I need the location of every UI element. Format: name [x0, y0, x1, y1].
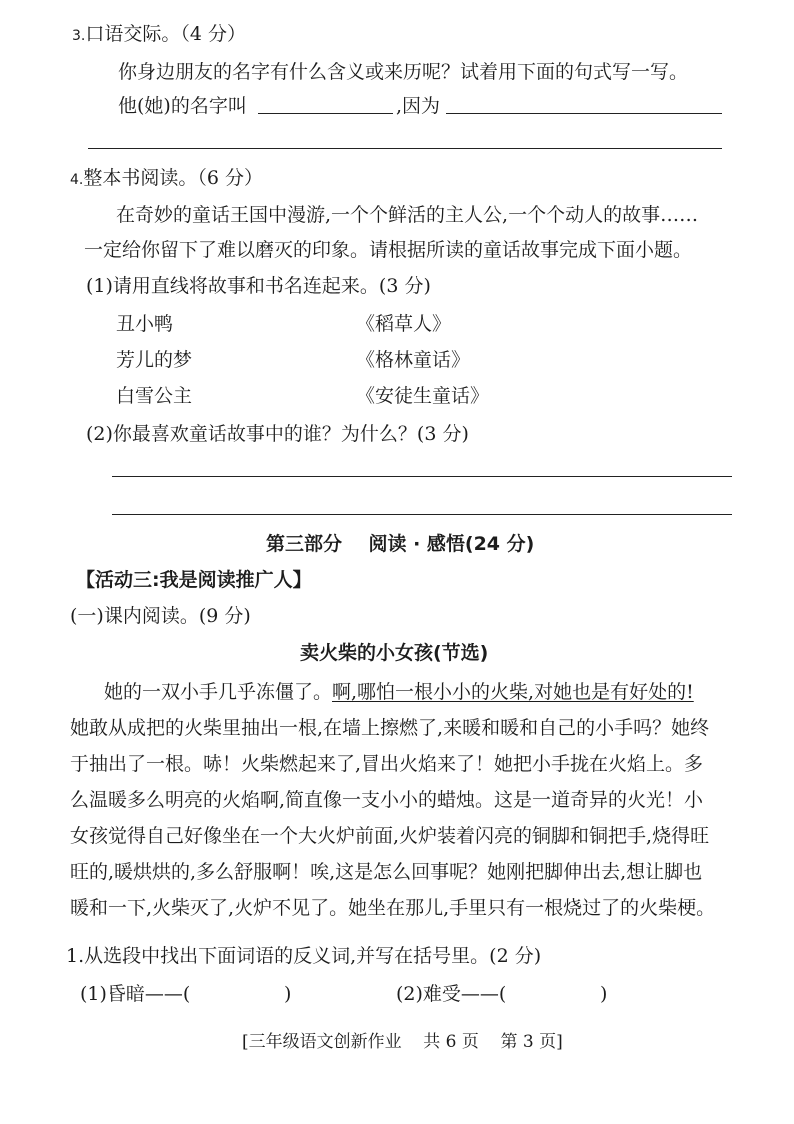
part3-heading: 第三部分 阅读 · 感悟(24 分)	[266, 533, 535, 555]
q4-number: 4.	[70, 172, 84, 188]
q3-name-blank[interactable]	[258, 113, 393, 114]
page-footer: [三年级语文创新作业 共 6 页 第 3 页]	[242, 1032, 563, 1052]
q4-intro-line-1: 在奇妙的童话王国中漫游,一个个鲜活的主人公,一个个动人的故事……	[116, 204, 699, 226]
section-title: (一)课内阅读。(9 分)	[70, 605, 251, 627]
q4-sub2: (2)你最喜欢童话故事中的谁？为什么？(3 分)	[86, 423, 469, 445]
passage-line-1	[104, 680, 694, 704]
q3-pattern-a: 他(她)的名字叫	[118, 95, 247, 117]
passage-line: 于抽出了一根。哧！火柴燃起来了,冒出火焰来了！她把小手拢在火焰上。多	[70, 753, 704, 775]
book-item[interactable]: 《稻草人》	[356, 313, 452, 335]
antonym-prompt-a: (1)昏暗——(	[80, 983, 191, 1005]
q3-heading	[72, 22, 246, 48]
passage-line: 旺的,暖烘烘的,多么舒服啊！唉,这是怎么回事呢？她刚把脚伸出去,想让脚也	[70, 861, 703, 883]
antonym-prompt-b: (2)难受——(	[396, 983, 507, 1005]
q3-reason-blank[interactable]	[446, 113, 722, 114]
q3-number: 3.	[72, 28, 86, 44]
passage-line: 女孩觉得自己好像坐在一个大火炉前面,火炉装着闪亮的铜脚和铜把手,烧得旺	[70, 825, 710, 847]
passage-plain-text: 她的一双小手几乎冻僵了。	[104, 681, 333, 703]
q3-answer-line[interactable]	[88, 148, 722, 149]
q4-answer-line[interactable]	[112, 514, 732, 515]
q4-heading	[70, 166, 263, 192]
book-item[interactable]: 《安徒生童话》	[356, 385, 490, 407]
passage-title: 卖火柴的小女孩(节选)	[300, 642, 489, 664]
book-item[interactable]: 《格林童话》	[356, 349, 471, 371]
q4-sub1: (1)请用直线将故事和书名连起来。(3 分)	[86, 275, 431, 297]
question-1: 1.从选段中找出下面词语的反义词,并写在括号里。(2 分)	[66, 945, 542, 967]
q3-prompt: 你身边朋友的名字有什么含义或来历呢？试着用下面的句式写一写。	[118, 61, 689, 83]
passage-line: 暖和一下,火柴灭了,火炉不见了。她坐在那儿,手里只有一根烧过了的火柴梗。	[70, 897, 716, 919]
q4-intro-line-2: 一定给你留下了难以磨灭的印象。请根据所读的童话故事完成下面小题。	[84, 239, 693, 261]
story-item[interactable]: 白雪公主	[116, 385, 193, 407]
antonym-close-b: )	[600, 983, 608, 1005]
passage-line: 么温暖多么明亮的火焰啊,简直像一支小小的蜡烛。这是一道奇异的火光！小	[70, 789, 704, 811]
q3-pattern-b: ,因为	[396, 95, 441, 117]
story-item[interactable]: 丑小鸭	[116, 313, 174, 335]
passage-line: 她敢从成把的火柴里抽出一根,在墙上擦燃了,来暖和暖和自己的小手吗？她终	[70, 717, 710, 739]
activity-title: 【活动三:我是阅读推广人】	[76, 569, 312, 591]
q4-title: 整本书阅读。（6 分）	[83, 167, 263, 189]
q3-title: 口语交际。（4 分）	[85, 23, 246, 45]
q4-answer-line[interactable]	[112, 476, 732, 477]
passage-underlined-text: 啊,哪怕一根小小的火柴,对她也是有好处的!	[332, 681, 694, 703]
story-item[interactable]: 芳儿的梦	[116, 349, 193, 371]
antonym-close-a: )	[284, 983, 292, 1005]
